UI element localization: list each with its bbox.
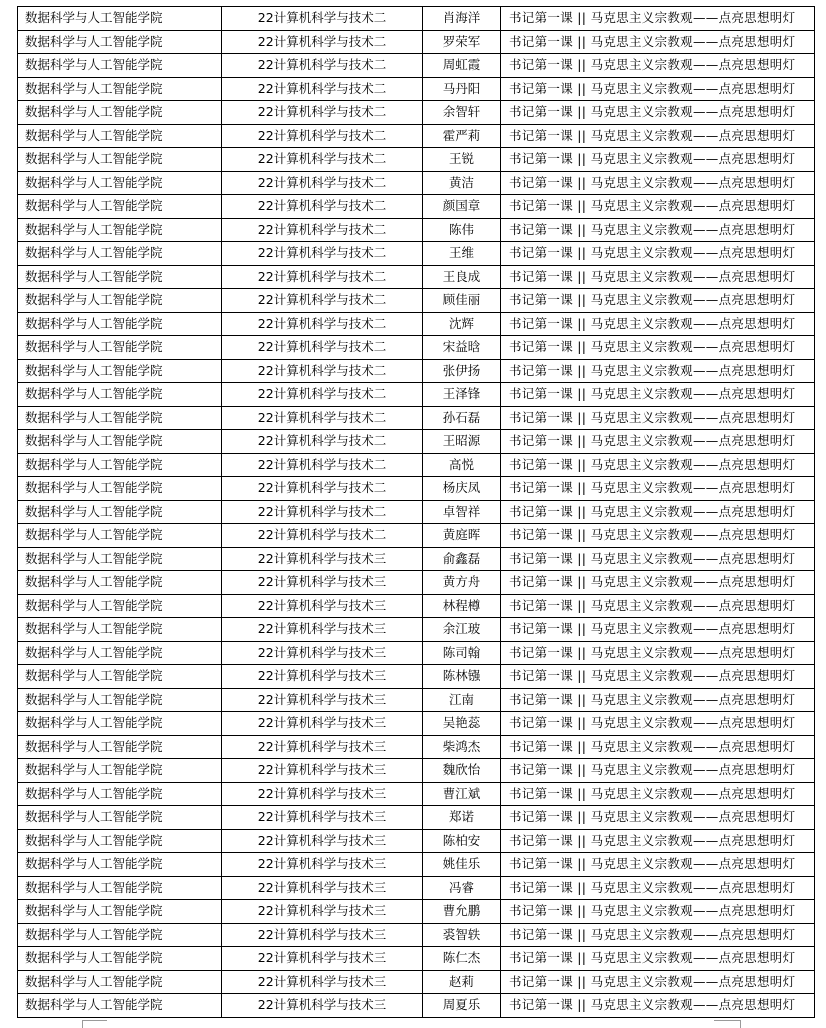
college-cell: 数据科学与人工智能学院 — [18, 336, 222, 360]
student-name-cell: 张伊扬 — [423, 359, 501, 383]
course-cell: 书记第一课 || 马克思主义宗教观——点亮思想明灯 — [501, 124, 815, 148]
roster-table — [17, 6, 815, 1018]
course-cell: 书记第一课 || 马克思主义宗教观——点亮思想明灯 — [501, 312, 815, 336]
college-cell: 数据科学与人工智能学院 — [18, 171, 222, 195]
course-cell: 书记第一课 || 马克思主义宗教观——点亮思想明灯 — [501, 265, 815, 289]
student-name-cell: 江南 — [423, 688, 501, 712]
table-row — [18, 900, 815, 924]
student-name-cell: 余江玻 — [423, 618, 501, 642]
college-cell: 数据科学与人工智能学院 — [18, 54, 222, 78]
course-cell: 书记第一课 || 马克思主义宗教观——点亮思想明灯 — [501, 430, 815, 454]
table-row — [18, 923, 815, 947]
class-cell: 22计算机科学与技术二 — [222, 101, 423, 125]
class-cell: 22计算机科学与技术二 — [222, 242, 423, 266]
class-cell: 22计算机科学与技术三 — [222, 547, 423, 571]
table-row — [18, 853, 815, 877]
college-cell: 数据科学与人工智能学院 — [18, 970, 222, 994]
class-cell: 22计算机科学与技术二 — [222, 406, 423, 430]
student-name-cell: 裘智轶 — [423, 923, 501, 947]
college-cell: 数据科学与人工智能学院 — [18, 759, 222, 783]
student-name-cell: 魏欣怡 — [423, 759, 501, 783]
student-name-cell: 周夏乐 — [423, 994, 501, 1018]
table-row — [18, 265, 815, 289]
class-cell: 22计算机科学与技术二 — [222, 7, 423, 31]
student-name-cell: 陈林镪 — [423, 665, 501, 689]
class-cell: 22计算机科学与技术二 — [222, 289, 423, 313]
course-cell: 书记第一课 || 马克思主义宗教观——点亮思想明灯 — [501, 77, 815, 101]
table-row — [18, 806, 815, 830]
table-row — [18, 618, 815, 642]
student-name-cell: 黄庭晖 — [423, 524, 501, 548]
college-cell: 数据科学与人工智能学院 — [18, 735, 222, 759]
class-cell: 22计算机科学与技术二 — [222, 477, 423, 501]
course-cell: 书记第一课 || 马克思主义宗教观——点亮思想明灯 — [501, 218, 815, 242]
class-cell: 22计算机科学与技术三 — [222, 876, 423, 900]
college-cell: 数据科学与人工智能学院 — [18, 688, 222, 712]
course-cell: 书记第一课 || 马克思主义宗教观——点亮思想明灯 — [501, 782, 815, 806]
course-cell: 书记第一课 || 马克思主义宗教观——点亮思想明灯 — [501, 712, 815, 736]
class-cell: 22计算机科学与技术三 — [222, 571, 423, 595]
course-cell: 书记第一课 || 马克思主义宗教观——点亮思想明灯 — [501, 383, 815, 407]
table-row — [18, 735, 815, 759]
table-row — [18, 383, 815, 407]
course-cell: 书记第一课 || 马克思主义宗教观——点亮思想明灯 — [501, 477, 815, 501]
table-row — [18, 54, 815, 78]
table-row — [18, 665, 815, 689]
course-cell: 书记第一课 || 马克思主义宗教观——点亮思想明灯 — [501, 195, 815, 219]
student-name-cell: 赵莉 — [423, 970, 501, 994]
class-cell: 22计算机科学与技术二 — [222, 524, 423, 548]
college-cell: 数据科学与人工智能学院 — [18, 524, 222, 548]
table-row — [18, 430, 815, 454]
course-cell: 书记第一课 || 马克思主义宗教观——点亮思想明灯 — [501, 970, 815, 994]
college-cell: 数据科学与人工智能学院 — [18, 7, 222, 31]
table-row — [18, 336, 815, 360]
table-row — [18, 829, 815, 853]
table-row — [18, 500, 815, 524]
course-cell: 书记第一课 || 马克思主义宗教观——点亮思想明灯 — [501, 994, 815, 1018]
class-cell: 22计算机科学与技术三 — [222, 735, 423, 759]
college-cell: 数据科学与人工智能学院 — [18, 500, 222, 524]
class-cell: 22计算机科学与技术三 — [222, 994, 423, 1018]
student-name-cell: 陈柏安 — [423, 829, 501, 853]
course-cell: 书记第一课 || 马克思主义宗教观——点亮思想明灯 — [501, 289, 815, 313]
college-cell: 数据科学与人工智能学院 — [18, 994, 222, 1018]
college-cell: 数据科学与人工智能学院 — [18, 618, 222, 642]
student-name-cell: 王锐 — [423, 148, 501, 172]
college-cell: 数据科学与人工智能学院 — [18, 406, 222, 430]
course-cell: 书记第一课 || 马克思主义宗教观——点亮思想明灯 — [501, 242, 815, 266]
class-cell: 22计算机科学与技术二 — [222, 77, 423, 101]
college-cell: 数据科学与人工智能学院 — [18, 289, 222, 313]
college-cell: 数据科学与人工智能学院 — [18, 477, 222, 501]
class-cell: 22计算机科学与技术三 — [222, 618, 423, 642]
table-row — [18, 148, 815, 172]
class-cell: 22计算机科学与技术三 — [222, 665, 423, 689]
student-name-cell: 陈仁杰 — [423, 947, 501, 971]
class-cell: 22计算机科学与技术二 — [222, 124, 423, 148]
course-cell: 书记第一课 || 马克思主义宗教观——点亮思想明灯 — [501, 500, 815, 524]
student-name-cell: 姚佳乐 — [423, 853, 501, 877]
table-row — [18, 289, 815, 313]
table-row — [18, 195, 815, 219]
course-cell: 书记第一课 || 马克思主义宗教观——点亮思想明灯 — [501, 923, 815, 947]
student-name-cell: 黄洁 — [423, 171, 501, 195]
table-row — [18, 571, 815, 595]
class-cell: 22计算机科学与技术二 — [222, 195, 423, 219]
college-cell: 数据科学与人工智能学院 — [18, 124, 222, 148]
table-row — [18, 641, 815, 665]
course-cell: 书记第一课 || 马克思主义宗教观——点亮思想明灯 — [501, 101, 815, 125]
class-cell: 22计算机科学与技术三 — [222, 641, 423, 665]
college-cell: 数据科学与人工智能学院 — [18, 77, 222, 101]
table-row — [18, 453, 815, 477]
table-row — [18, 77, 815, 101]
college-cell: 数据科学与人工智能学院 — [18, 806, 222, 830]
college-cell: 数据科学与人工智能学院 — [18, 195, 222, 219]
student-name-cell: 周虹霞 — [423, 54, 501, 78]
table-row — [18, 7, 815, 31]
college-cell: 数据科学与人工智能学院 — [18, 594, 222, 618]
college-cell: 数据科学与人工智能学院 — [18, 430, 222, 454]
course-cell: 书记第一课 || 马克思主义宗教观——点亮思想明灯 — [501, 806, 815, 830]
college-cell: 数据科学与人工智能学院 — [18, 453, 222, 477]
student-name-cell: 郑诺 — [423, 806, 501, 830]
course-cell: 书记第一课 || 马克思主义宗教观——点亮思想明灯 — [501, 876, 815, 900]
class-cell: 22计算机科学与技术二 — [222, 430, 423, 454]
course-cell: 书记第一课 || 马克思主义宗教观——点亮思想明灯 — [501, 688, 815, 712]
college-cell: 数据科学与人工智能学院 — [18, 242, 222, 266]
class-cell: 22计算机科学与技术三 — [222, 829, 423, 853]
student-name-cell: 马丹阳 — [423, 77, 501, 101]
table-row — [18, 547, 815, 571]
student-name-cell: 孙石磊 — [423, 406, 501, 430]
student-name-cell: 余智轩 — [423, 101, 501, 125]
table-row — [18, 712, 815, 736]
table-row — [18, 218, 815, 242]
class-cell: 22计算机科学与技术二 — [222, 171, 423, 195]
course-cell: 书记第一课 || 马克思主义宗教观——点亮思想明灯 — [501, 618, 815, 642]
table-row — [18, 477, 815, 501]
course-cell: 书记第一课 || 马克思主义宗教观——点亮思想明灯 — [501, 900, 815, 924]
course-cell: 书记第一课 || 马克思主义宗教观——点亮思想明灯 — [501, 947, 815, 971]
class-cell: 22计算机科学与技术三 — [222, 947, 423, 971]
table-row — [18, 30, 815, 54]
table-row — [18, 782, 815, 806]
student-name-cell: 陈伟 — [423, 218, 501, 242]
student-name-cell: 俞鑫磊 — [423, 547, 501, 571]
course-cell: 书记第一课 || 马克思主义宗教观——点亮思想明灯 — [501, 735, 815, 759]
college-cell: 数据科学与人工智能学院 — [18, 547, 222, 571]
college-cell: 数据科学与人工智能学院 — [18, 312, 222, 336]
student-name-cell: 杨庆凤 — [423, 477, 501, 501]
class-cell: 22计算机科学与技术二 — [222, 312, 423, 336]
student-name-cell: 曹江斌 — [423, 782, 501, 806]
class-cell: 22计算机科学与技术二 — [222, 218, 423, 242]
college-cell: 数据科学与人工智能学院 — [18, 148, 222, 172]
table-row — [18, 947, 815, 971]
student-name-cell: 宋益晗 — [423, 336, 501, 360]
table-row — [18, 524, 815, 548]
college-cell: 数据科学与人工智能学院 — [18, 101, 222, 125]
student-name-cell: 高悦 — [423, 453, 501, 477]
course-cell: 书记第一课 || 马克思主义宗教观——点亮思想明灯 — [501, 148, 815, 172]
course-cell: 书记第一课 || 马克思主义宗教观——点亮思想明灯 — [501, 54, 815, 78]
class-cell: 22计算机科学与技术二 — [222, 383, 423, 407]
class-cell: 22计算机科学与技术二 — [222, 54, 423, 78]
college-cell: 数据科学与人工智能学院 — [18, 665, 222, 689]
table-row — [18, 124, 815, 148]
college-cell: 数据科学与人工智能学院 — [18, 947, 222, 971]
table-row — [18, 688, 815, 712]
table-row — [18, 876, 815, 900]
college-cell: 数据科学与人工智能学院 — [18, 218, 222, 242]
class-cell: 22计算机科学与技术二 — [222, 500, 423, 524]
course-cell: 书记第一课 || 马克思主义宗教观——点亮思想明灯 — [501, 171, 815, 195]
college-cell: 数据科学与人工智能学院 — [18, 641, 222, 665]
college-cell: 数据科学与人工智能学院 — [18, 782, 222, 806]
student-name-cell: 沈辉 — [423, 312, 501, 336]
student-name-cell: 王维 — [423, 242, 501, 266]
table-row — [18, 359, 815, 383]
table-row — [18, 242, 815, 266]
course-cell: 书记第一课 || 马克思主义宗教观——点亮思想明灯 — [501, 641, 815, 665]
course-cell: 书记第一课 || 马克思主义宗教观——点亮思想明灯 — [501, 594, 815, 618]
class-cell: 22计算机科学与技术三 — [222, 782, 423, 806]
student-name-cell: 冯睿 — [423, 876, 501, 900]
college-cell: 数据科学与人工智能学院 — [18, 923, 222, 947]
college-cell: 数据科学与人工智能学院 — [18, 712, 222, 736]
table-row — [18, 994, 815, 1018]
class-cell: 22计算机科学与技术三 — [222, 853, 423, 877]
course-cell: 书记第一课 || 马克思主义宗教观——点亮思想明灯 — [501, 336, 815, 360]
student-name-cell: 王良成 — [423, 265, 501, 289]
student-name-cell: 林程樽 — [423, 594, 501, 618]
course-cell: 书记第一课 || 马克思主义宗教观——点亮思想明灯 — [501, 547, 815, 571]
course-cell: 书记第一课 || 马克思主义宗教观——点亮思想明灯 — [501, 453, 815, 477]
college-cell: 数据科学与人工智能学院 — [18, 359, 222, 383]
class-cell: 22计算机科学与技术二 — [222, 265, 423, 289]
table-row — [18, 312, 815, 336]
student-name-cell: 肖海洋 — [423, 7, 501, 31]
college-cell: 数据科学与人工智能学院 — [18, 383, 222, 407]
table-row — [18, 171, 815, 195]
class-cell: 22计算机科学与技术三 — [222, 923, 423, 947]
student-name-cell: 罗荣军 — [423, 30, 501, 54]
course-cell: 书记第一课 || 马克思主义宗教观——点亮思想明灯 — [501, 571, 815, 595]
table-row — [18, 970, 815, 994]
student-name-cell: 顾佳丽 — [423, 289, 501, 313]
college-cell: 数据科学与人工智能学院 — [18, 265, 222, 289]
college-cell: 数据科学与人工智能学院 — [18, 829, 222, 853]
student-name-cell: 陈司翰 — [423, 641, 501, 665]
class-cell: 22计算机科学与技术二 — [222, 359, 423, 383]
course-cell: 书记第一课 || 马克思主义宗教观——点亮思想明灯 — [501, 759, 815, 783]
course-cell: 书记第一课 || 马克思主义宗教观——点亮思想明灯 — [501, 665, 815, 689]
class-cell: 22计算机科学与技术三 — [222, 712, 423, 736]
table-row — [18, 594, 815, 618]
student-name-cell: 卓智祥 — [423, 500, 501, 524]
class-cell: 22计算机科学与技术三 — [222, 759, 423, 783]
student-name-cell: 黄方舟 — [423, 571, 501, 595]
course-cell: 书记第一课 || 马克思主义宗教观——点亮思想明灯 — [501, 7, 815, 31]
table-row — [18, 101, 815, 125]
college-cell: 数据科学与人工智能学院 — [18, 900, 222, 924]
college-cell: 数据科学与人工智能学院 — [18, 571, 222, 595]
course-cell: 书记第一课 || 马克思主义宗教观——点亮思想明灯 — [501, 829, 815, 853]
course-cell: 书记第一课 || 马克思主义宗教观——点亮思想明灯 — [501, 853, 815, 877]
student-name-cell: 霍严莉 — [423, 124, 501, 148]
class-cell: 22计算机科学与技术二 — [222, 453, 423, 477]
course-cell: 书记第一课 || 马克思主义宗教观——点亮思想明灯 — [501, 359, 815, 383]
table-row — [18, 406, 815, 430]
course-cell: 书记第一课 || 马克思主义宗教观——点亮思想明灯 — [501, 406, 815, 430]
table-row — [18, 759, 815, 783]
course-cell: 书记第一课 || 马克思主义宗教观——点亮思想明灯 — [501, 524, 815, 548]
course-cell: 书记第一课 || 马克思主义宗教观——点亮思想明灯 — [501, 30, 815, 54]
student-name-cell: 吴艳蕊 — [423, 712, 501, 736]
class-cell: 22计算机科学与技术二 — [222, 30, 423, 54]
roster-table-body — [18, 7, 815, 1018]
class-cell: 22计算机科学与技术三 — [222, 688, 423, 712]
class-cell: 22计算机科学与技术三 — [222, 594, 423, 618]
class-cell: 22计算机科学与技术三 — [222, 970, 423, 994]
student-name-cell: 王昭源 — [423, 430, 501, 454]
student-name-cell: 曹允鹏 — [423, 900, 501, 924]
class-cell: 22计算机科学与技术二 — [222, 336, 423, 360]
class-cell: 22计算机科学与技术二 — [222, 148, 423, 172]
roster-table-container — [17, 6, 815, 1018]
student-name-cell: 王泽锋 — [423, 383, 501, 407]
college-cell: 数据科学与人工智能学院 — [18, 876, 222, 900]
class-cell: 22计算机科学与技术三 — [222, 900, 423, 924]
college-cell: 数据科学与人工智能学院 — [18, 30, 222, 54]
class-cell: 22计算机科学与技术三 — [222, 806, 423, 830]
college-cell: 数据科学与人工智能学院 — [18, 853, 222, 877]
student-name-cell: 颜国章 — [423, 195, 501, 219]
student-name-cell: 柴鸿杰 — [423, 735, 501, 759]
